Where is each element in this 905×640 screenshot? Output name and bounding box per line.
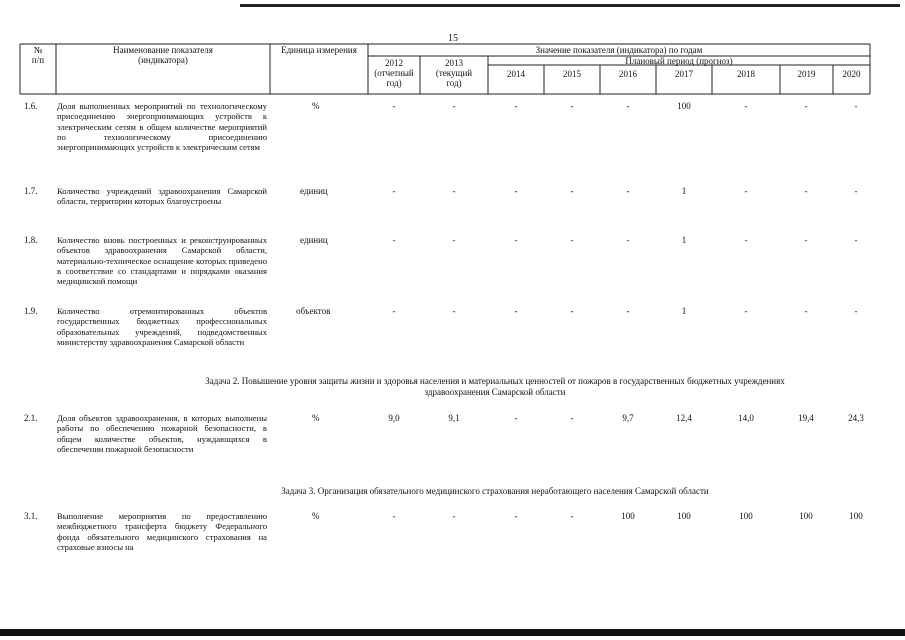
- value-cell: 100: [849, 511, 863, 521]
- bottom-rule: [0, 629, 905, 636]
- value-cell: -: [854, 186, 858, 196]
- row-description: Количество отремонтированных объектов государственных бюджетных профессиональных образовательных учреждений, подведомственных министерству здравоохранения Самарской области: [57, 306, 267, 347]
- value-cell: -: [744, 101, 748, 111]
- value-cell: -: [626, 306, 630, 316]
- col-header-2020: 2020: [842, 69, 861, 79]
- value-cell: -: [744, 235, 748, 245]
- row-unit: %: [312, 413, 320, 423]
- value-cell: -: [804, 101, 808, 111]
- value-cell: -: [570, 186, 574, 196]
- value-cell: -: [514, 186, 518, 196]
- row-description: Количество вновь построенных и реконструированных объектов здравоохранения Самарской области, материально-техническое оснащение которых приведено в соответствие со стандартами и порядками оказания медицинской помощи: [57, 235, 267, 287]
- value-cell: 1: [681, 306, 687, 316]
- row-description: Количество учреждений здравоохранения Самарской области, территории которых благоустроены: [57, 186, 267, 207]
- value-cell: -: [392, 235, 396, 245]
- col-header-unit: Единица измерения: [281, 45, 357, 55]
- value-cell: 9,7: [622, 413, 634, 423]
- col-header-num-line2: п/п: [31, 55, 45, 65]
- row-unit: объектов: [296, 306, 331, 316]
- col-header-2019: 2019: [797, 69, 816, 79]
- col-header-name: [56, 45, 270, 65]
- value-cell: 12,4: [676, 413, 692, 423]
- value-cell: -: [514, 306, 518, 316]
- row-number: 3.1.: [24, 511, 38, 521]
- task-3-heading: Задача 3. Организация обязательного медицинского страхования неработающего населения Самарской области: [281, 486, 709, 496]
- col-header-2012: [368, 58, 420, 88]
- value-cell: -: [854, 235, 858, 245]
- row-number: 1.7.: [24, 186, 38, 196]
- value-cell: 100: [739, 511, 753, 521]
- value-cell: -: [804, 235, 808, 245]
- value-cell: -: [514, 413, 518, 423]
- value-cell: -: [804, 306, 808, 316]
- col-header-num: [20, 45, 56, 65]
- value-cell: -: [392, 186, 396, 196]
- task-2-heading: [120, 376, 870, 398]
- row-number: 2.1.: [24, 413, 38, 423]
- row-unit: %: [312, 101, 320, 111]
- row-description: Выполнение мероприятия по предоставлению межбюджетного трансферта бюджету Федерального фонда обязательного медицинского страхования на страховые взносы на: [57, 511, 267, 552]
- col-header-2012-note2: год): [386, 78, 402, 88]
- row-unit: единиц: [300, 186, 328, 196]
- value-cell: -: [626, 101, 630, 111]
- col-header-2015: 2015: [563, 69, 581, 79]
- col-header-2013-note2: год): [446, 78, 462, 88]
- value-cell: -: [804, 186, 808, 196]
- value-cell: -: [392, 306, 396, 316]
- col-header-2012-note1: (отчетный: [374, 68, 414, 78]
- row-number: 1.8.: [24, 235, 38, 245]
- value-cell: -: [452, 186, 456, 196]
- value-cell: 19,4: [798, 413, 814, 423]
- col-header-2014: 2014: [507, 69, 525, 79]
- col-header-2016: 2016: [619, 69, 637, 79]
- col-header-values: Значение показателя (индикатора) по годам: [535, 45, 703, 55]
- value-cell: -: [514, 511, 518, 521]
- value-cell: -: [744, 306, 748, 316]
- col-header-2013: [420, 58, 488, 88]
- value-cell: -: [392, 101, 396, 111]
- value-cell: 1: [681, 186, 687, 196]
- row-number: 1.6.: [24, 101, 38, 111]
- task-2-heading-line2: здравоохранения Самарской области: [424, 387, 566, 397]
- col-header-2013-note1: (текущий: [435, 68, 473, 78]
- row-description: Доля объектов здравоохранения, в которых выполнены работы по обеспечению пожарной безопасности, в общем количестве объектов, нуждающихся в обеспечении пожарной безопасности: [57, 413, 267, 454]
- value-cell: -: [452, 306, 456, 316]
- value-cell: 1: [681, 235, 687, 245]
- value-cell: 14,0: [738, 413, 754, 423]
- row-unit: единиц: [300, 235, 328, 245]
- col-header-2012-year: 2012: [385, 58, 403, 68]
- value-cell: -: [392, 511, 396, 521]
- value-cell: -: [626, 235, 630, 245]
- value-cell: -: [570, 413, 574, 423]
- row-unit: %: [312, 511, 320, 521]
- value-cell: -: [514, 235, 518, 245]
- value-cell: -: [570, 306, 574, 316]
- row-description: Доля выполненных мероприятий по технологическому присоединению энергопринимающих устройств к электрическим сетям в общем количестве мероприятий по технологическому присоединению энергопринимающих устройств к электрическим сетям: [57, 101, 267, 153]
- value-cell: 100: [677, 101, 691, 111]
- value-cell: -: [744, 186, 748, 196]
- value-cell: -: [452, 511, 456, 521]
- value-cell: -: [854, 101, 858, 111]
- value-cell: -: [452, 101, 456, 111]
- col-header-planned: Плановый период (прогноз): [625, 56, 733, 66]
- value-cell: 100: [799, 511, 813, 521]
- value-cell: 9,1: [448, 413, 460, 423]
- task-2-heading-line1: Задача 2. Повышение уровня защиты жизни и здоровья населения и материальных ценностей от пожаров в государственных бюджетных учреждениях: [205, 376, 785, 386]
- value-cell: -: [514, 101, 518, 111]
- page-number: 15: [448, 33, 458, 44]
- value-cell: -: [854, 306, 858, 316]
- value-cell: 24,3: [848, 413, 864, 423]
- value-cell: 9,0: [388, 413, 400, 423]
- value-cell: -: [570, 101, 574, 111]
- row-number: 1.9.: [24, 306, 38, 316]
- value-cell: -: [570, 235, 574, 245]
- col-header-2017: 2017: [675, 69, 693, 79]
- value-cell: -: [452, 235, 456, 245]
- col-header-name-line2: (индикатора): [138, 55, 188, 65]
- value-cell: 100: [677, 511, 691, 521]
- col-header-2013-year: 2013: [445, 58, 463, 68]
- value-cell: -: [626, 186, 630, 196]
- col-header-2018: 2018: [737, 69, 755, 79]
- col-header-num-line1: №: [33, 45, 43, 55]
- value-cell: 100: [621, 511, 635, 521]
- col-header-name-line1: Наименование показателя: [113, 45, 213, 55]
- value-cell: -: [570, 511, 574, 521]
